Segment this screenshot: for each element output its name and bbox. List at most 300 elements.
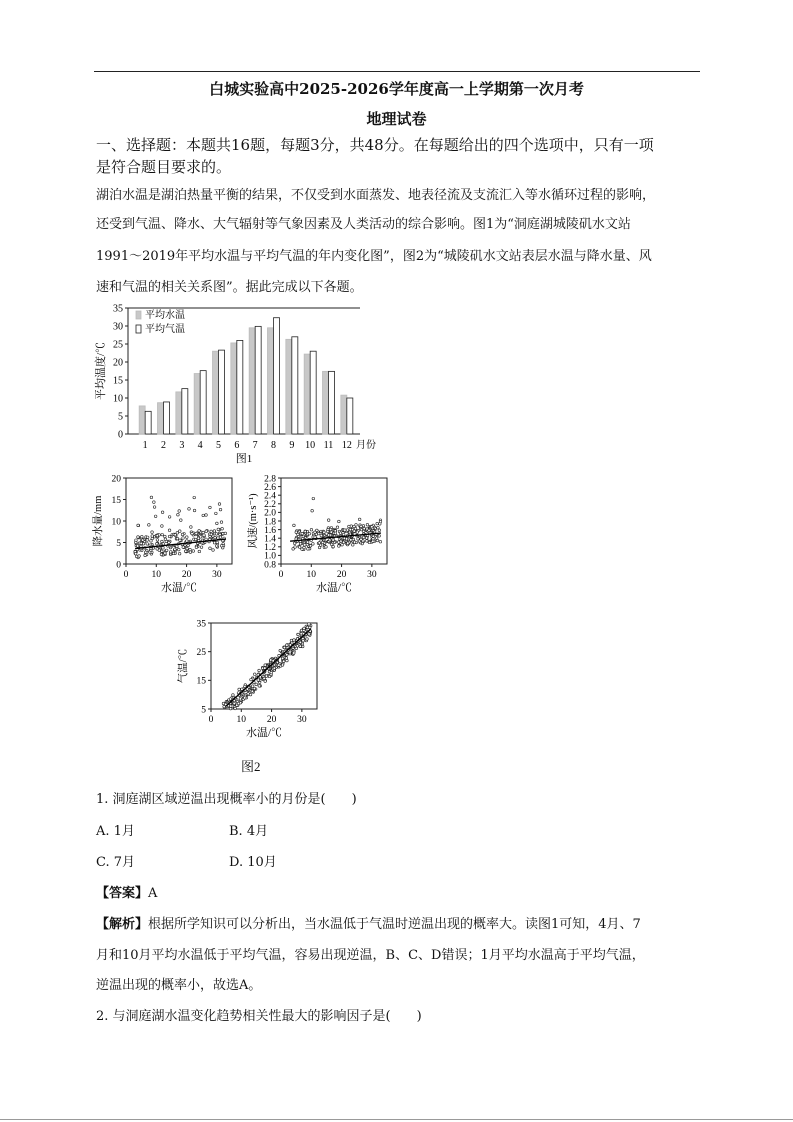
scatter-x-tick-label: 30 bbox=[297, 715, 307, 725]
scatter-point bbox=[353, 530, 356, 533]
question-1-analysis-line-3: 逆温出现的概率小，故选A。 bbox=[96, 978, 262, 993]
scatter-point bbox=[290, 639, 293, 642]
scatter-x-tick-label: 20 bbox=[266, 715, 277, 725]
scatter-point bbox=[379, 540, 382, 543]
scatter-point bbox=[321, 541, 324, 544]
scatter-y-tick-label: 0 bbox=[116, 560, 121, 571]
scatter-point bbox=[190, 526, 193, 529]
figure-1-x-tick-label: 3 bbox=[179, 440, 185, 451]
scatter-point bbox=[297, 633, 300, 636]
scatter-y-tick-label: 0.8 bbox=[264, 560, 276, 571]
scatter-point bbox=[213, 530, 216, 533]
scatter-point bbox=[368, 529, 371, 532]
figure-1-x-tick-label: 8 bbox=[271, 440, 276, 451]
scatter-point bbox=[162, 547, 165, 550]
scatter-point bbox=[372, 540, 375, 543]
scatter-point bbox=[232, 694, 235, 697]
scatter-point bbox=[156, 539, 159, 542]
scatter-x-axis-label: 水温/℃ bbox=[245, 727, 283, 739]
scatter-point bbox=[137, 524, 140, 527]
scatter-point bbox=[186, 536, 189, 539]
scatter-point bbox=[138, 555, 141, 558]
scatter-point bbox=[339, 532, 342, 535]
scatter-point bbox=[332, 539, 335, 542]
top-rule bbox=[94, 71, 700, 72]
scatter-point bbox=[203, 534, 206, 537]
scatter-point bbox=[161, 533, 164, 536]
scatter-point bbox=[299, 542, 302, 545]
scatter-point bbox=[215, 533, 218, 536]
section-instructions-line-1: 一、选择题：本题共16题，每题3分，共48分。在每题给出的四个选项中，只有一项 bbox=[96, 136, 654, 154]
scatter-point bbox=[151, 531, 154, 534]
scatter-point bbox=[161, 540, 164, 543]
question-2-stem: 2. 与洞庭湖水温变化趋势相关性最大的影响因子是( ) bbox=[96, 1009, 422, 1024]
scatter-point bbox=[334, 532, 337, 535]
section-instructions-line-2: 是符合题目要求的。 bbox=[96, 158, 232, 176]
scatter-point bbox=[168, 541, 171, 544]
figure-1-bar-air-temperature bbox=[274, 318, 280, 434]
scatter-y-tick-label: 20 bbox=[111, 474, 121, 485]
scatter-point bbox=[301, 532, 304, 535]
figure-1-bar-air-temperature bbox=[329, 371, 335, 434]
scatter-point bbox=[164, 538, 167, 541]
scatter-point bbox=[216, 541, 219, 544]
scatter-point bbox=[229, 698, 232, 701]
scatter-point bbox=[278, 664, 281, 667]
figure-1-bar-air-temperature bbox=[200, 371, 206, 434]
scatter-point bbox=[164, 535, 167, 538]
scatter-point bbox=[200, 546, 203, 549]
figure-1-x-tick-label: 7 bbox=[252, 440, 258, 451]
scatter-point bbox=[327, 519, 330, 522]
scatter-point bbox=[366, 540, 369, 543]
figure-1-legend-swatch bbox=[136, 311, 141, 319]
scatter-point bbox=[182, 537, 185, 540]
scatter-point bbox=[168, 535, 171, 538]
scatter-point bbox=[303, 544, 306, 547]
figure-2-air-temperature-scatter bbox=[175, 615, 325, 755]
question-1-analysis-line-1 bbox=[96, 913, 706, 932]
scatter-point bbox=[169, 551, 172, 554]
scatter-point bbox=[140, 542, 143, 545]
scatter-x-tick-label: 20 bbox=[181, 570, 192, 580]
scatter-point bbox=[286, 659, 289, 662]
scatter-point bbox=[189, 548, 192, 551]
scatter-x-tick-label: 30 bbox=[212, 570, 222, 580]
figure-1-bar-water-temperature bbox=[158, 403, 164, 434]
scatter-point bbox=[233, 702, 236, 705]
figure-1-x-tick-label: 11 bbox=[323, 440, 334, 451]
scatter-point bbox=[362, 536, 365, 539]
figure-1-y-tick-label: 10 bbox=[113, 393, 123, 405]
scatter-y-tick-label: 35 bbox=[196, 619, 206, 630]
scatter-y-tick-label: 1.0 bbox=[264, 551, 276, 562]
scatter-point bbox=[330, 531, 333, 534]
figure-1-bar-water-temperature bbox=[268, 328, 274, 434]
scatter-point bbox=[353, 541, 356, 544]
scatter-point bbox=[336, 526, 339, 529]
scatter-y-tick-label: 10 bbox=[111, 517, 121, 528]
figure-1-x-tick-label: 12 bbox=[341, 440, 352, 451]
scatter-point bbox=[338, 520, 341, 523]
scatter-point bbox=[329, 528, 332, 531]
scatter-point bbox=[265, 675, 268, 678]
scatter-y-tick-label: 5 bbox=[116, 538, 121, 549]
scatter-point bbox=[146, 536, 149, 539]
figure-1-caption: 图1 bbox=[235, 453, 253, 465]
figure-2-caption: 图2 bbox=[241, 759, 261, 774]
scatter-point bbox=[219, 533, 222, 536]
scatter-point bbox=[341, 544, 344, 547]
scatter-point bbox=[179, 539, 182, 542]
scatter-point bbox=[310, 528, 313, 531]
scatter-point bbox=[257, 679, 260, 682]
scatter-point bbox=[303, 627, 306, 630]
scatter-point bbox=[213, 541, 216, 544]
scatter-point bbox=[193, 509, 196, 512]
figure-1-bar-water-temperature bbox=[213, 351, 219, 434]
scatter-y-tick-label: 2.0 bbox=[264, 508, 276, 519]
scatter-point bbox=[293, 524, 296, 527]
figure-1-bar-water-temperature bbox=[286, 339, 292, 434]
exam-title: 白城实验高中2025-2026学年度高一上学期第一次月考 bbox=[209, 80, 584, 98]
scatter-point bbox=[348, 525, 351, 528]
scatter-point bbox=[255, 683, 258, 686]
scatter-point bbox=[217, 528, 220, 531]
scatter-point bbox=[150, 496, 153, 499]
scatter-point bbox=[168, 516, 171, 519]
scatter-point bbox=[146, 543, 149, 546]
scatter-point bbox=[273, 667, 276, 670]
scatter-point bbox=[165, 549, 168, 552]
exam-subtitle: 地理试卷 bbox=[366, 110, 427, 128]
scatter-point bbox=[221, 527, 224, 530]
passage-line-3: 1991～2019年平均水温与平均气温的年内变化图”，图2为“城陵矶水文站表层水温与降水量、风 bbox=[96, 249, 652, 264]
scatter-point bbox=[148, 524, 151, 527]
scatter-point bbox=[195, 532, 198, 535]
scatter-x-tick-label: 0 bbox=[208, 715, 214, 725]
scatter-point bbox=[353, 525, 356, 528]
scatter-point bbox=[214, 536, 217, 539]
scatter-point bbox=[188, 508, 191, 511]
scatter-point bbox=[351, 544, 354, 547]
figure-1-y-tick-label: 35 bbox=[113, 303, 123, 315]
scatter-point bbox=[160, 553, 163, 556]
scatter-point bbox=[295, 647, 298, 650]
scatter-point bbox=[316, 529, 319, 532]
scatter-y-tick-label: 2.4 bbox=[264, 491, 276, 502]
question-1-answer bbox=[96, 882, 706, 901]
figure-1-x-tick-label: 10 bbox=[305, 440, 316, 451]
figure-1-y-tick-label: 5 bbox=[118, 411, 123, 423]
scatter-point bbox=[146, 539, 149, 542]
scatter-point bbox=[308, 623, 311, 626]
scatter-point bbox=[217, 537, 220, 540]
scatter-point bbox=[251, 690, 254, 693]
scatter-point bbox=[184, 550, 187, 553]
figure-1-bar-air-temperature bbox=[255, 326, 261, 434]
figure-1-bar-water-temperature bbox=[304, 354, 310, 434]
scatter-x-tick-label: 10 bbox=[151, 570, 162, 580]
scatter-point bbox=[363, 527, 366, 530]
figure-1-y-tick-label: 0 bbox=[118, 429, 123, 441]
scatter-point bbox=[210, 533, 213, 536]
scatter-point bbox=[150, 540, 153, 543]
scatter-point bbox=[219, 536, 222, 539]
scatter-point bbox=[303, 546, 306, 549]
scatter-point bbox=[308, 633, 311, 636]
scatter-point bbox=[174, 548, 177, 551]
scatter-point bbox=[154, 515, 157, 518]
scatter-point bbox=[312, 497, 315, 500]
answer-label: 【答案】 bbox=[96, 886, 149, 901]
scatter-x-tick-label: 0 bbox=[123, 570, 129, 580]
scatter-y-tick-label: 1.8 bbox=[264, 517, 276, 528]
figure-1-bar-air-temperature bbox=[182, 389, 188, 434]
scatter-point bbox=[177, 513, 180, 516]
figure-1-y-tick-label: 25 bbox=[113, 339, 123, 351]
scatter-point bbox=[318, 546, 321, 549]
figure-1-bars bbox=[139, 318, 353, 434]
scatter-point bbox=[202, 514, 205, 517]
scatter-point bbox=[205, 538, 208, 541]
scatter-point bbox=[210, 530, 213, 533]
scatter-point bbox=[187, 544, 190, 547]
scatter-point bbox=[191, 532, 194, 535]
scatter-y-axis-label: 降水量/mm bbox=[93, 495, 104, 547]
figure-1-bar-air-temperature bbox=[164, 402, 170, 434]
scatter-point bbox=[212, 549, 215, 552]
scatter-point bbox=[306, 638, 309, 641]
passage-line-1: 湖泊水温是湖泊热量平衡的结果，不仅受到水面蒸发、地表径流及支流汇入等水循环过程的影响， bbox=[96, 188, 656, 203]
scatter-point bbox=[286, 653, 289, 656]
figure-1-bar-water-temperature bbox=[194, 374, 200, 434]
scatter-trend-line bbox=[226, 629, 311, 706]
scatter-point bbox=[218, 503, 221, 506]
scatter-point bbox=[135, 555, 138, 558]
figure-1-bar-water-temperature bbox=[231, 343, 237, 434]
scatter-y-tick-label: 2.2 bbox=[264, 500, 276, 511]
scatter-point bbox=[161, 525, 164, 528]
scatter-point bbox=[330, 543, 333, 546]
scatter-point bbox=[376, 522, 379, 525]
scatter-point bbox=[283, 646, 286, 649]
scatter-point bbox=[153, 506, 156, 509]
scatter-point bbox=[224, 532, 227, 535]
scatter-point bbox=[251, 685, 254, 688]
figure-1-bar-air-temperature bbox=[310, 351, 316, 434]
scatter-point bbox=[161, 550, 164, 553]
scatter-point bbox=[294, 546, 297, 549]
figure-1-bar-water-temperature bbox=[341, 395, 347, 434]
scatter-point bbox=[156, 548, 159, 551]
figure-1-bar-air-temperature bbox=[292, 337, 298, 434]
scatter-point bbox=[209, 506, 212, 509]
figure-1-x-tick-label: 6 bbox=[234, 440, 240, 451]
scatter-y-tick-label: 5 bbox=[201, 705, 206, 716]
scatter-point bbox=[237, 702, 240, 705]
question-1-option-b[interactable]: B. 4月 bbox=[229, 824, 269, 839]
scatter-point bbox=[345, 538, 348, 541]
scatter-point bbox=[192, 550, 195, 553]
scatter-y-axis-label: 气温/℃ bbox=[178, 648, 189, 684]
scatter-point bbox=[306, 541, 309, 544]
scatter-point bbox=[299, 641, 302, 644]
scatter-point bbox=[299, 645, 302, 648]
scatter-point bbox=[377, 526, 380, 529]
scatter-point bbox=[337, 541, 340, 544]
scatter-point bbox=[308, 532, 311, 535]
passage-line-4: 速和气温的相关关系图”。据此完成以下各题。 bbox=[96, 280, 363, 295]
scatter-y-tick-label: 2.6 bbox=[264, 482, 276, 493]
scatter-point bbox=[307, 548, 310, 551]
scatter-point bbox=[156, 542, 159, 545]
scatter-point bbox=[356, 531, 359, 534]
scatter-x-tick-label: 20 bbox=[336, 570, 347, 580]
scatter-point bbox=[281, 657, 284, 660]
scatter-point bbox=[176, 545, 179, 548]
scatter-point bbox=[174, 533, 177, 536]
scatter-point bbox=[141, 539, 144, 542]
scatter-point bbox=[176, 537, 179, 540]
scatter-point bbox=[202, 531, 205, 534]
scatter-point bbox=[134, 552, 137, 555]
scatter-point bbox=[346, 529, 349, 532]
figure-1-y-tick-label: 15 bbox=[113, 375, 123, 387]
scatter-y-tick-label: 25 bbox=[196, 647, 206, 658]
scatter-point bbox=[298, 546, 301, 549]
scatter-point bbox=[306, 543, 309, 546]
scatter-x-axis-label: 水温/℃ bbox=[160, 582, 198, 594]
figure-1-bar-chart bbox=[90, 300, 390, 465]
figure-1-x-tick-label: 5 bbox=[216, 440, 221, 451]
question-1-option-d[interactable]: D. 10月 bbox=[229, 855, 277, 870]
scatter-x-axis-label: 水温/℃ bbox=[315, 582, 353, 594]
figure-1-y-tick-label: 20 bbox=[113, 357, 123, 369]
scatter-point bbox=[309, 544, 312, 547]
figure-1-y-axis-label: 平均温度/℃ bbox=[95, 341, 107, 401]
figure-1-bar-water-temperature bbox=[249, 328, 255, 434]
scatter-y-tick-label: 1.2 bbox=[264, 543, 276, 554]
scatter-point bbox=[164, 552, 167, 555]
scatter-point bbox=[285, 657, 288, 660]
figure-1-bar-air-temperature bbox=[219, 350, 225, 434]
figure-1-x-axis-unit: 月份 bbox=[356, 440, 376, 451]
scatter-point bbox=[216, 522, 219, 525]
scatter-point bbox=[253, 687, 256, 690]
question-1-option-c[interactable]: C. 7月 bbox=[96, 855, 136, 870]
figure-1-bar-air-temperature bbox=[237, 340, 243, 434]
scatter-point bbox=[178, 552, 181, 555]
scatter-y-tick-label: 1.4 bbox=[264, 534, 276, 545]
scatter-point bbox=[161, 511, 164, 514]
scatter-point bbox=[215, 545, 218, 548]
scatter-point bbox=[323, 531, 326, 534]
passage-line-2: 还受到气温、降水、大气辐射等气象因素及人类活动的综合影响。图1为“洞庭湖城陵矶水文站 bbox=[96, 217, 631, 232]
scatter-point bbox=[302, 640, 305, 643]
scatter-point bbox=[293, 639, 296, 642]
scatter-point bbox=[358, 518, 361, 521]
scatter-y-tick-label: 15 bbox=[111, 495, 121, 506]
scatter-x-tick-label: 10 bbox=[306, 570, 317, 580]
scatter-point bbox=[178, 510, 181, 513]
figure-1-legend-label: 平均水温 bbox=[145, 310, 185, 321]
scatter-point bbox=[253, 673, 256, 676]
scatter-point bbox=[186, 540, 189, 543]
scatter-point bbox=[264, 667, 267, 670]
scatter-point bbox=[229, 705, 232, 708]
scatter-frame bbox=[281, 478, 387, 564]
scatter-point bbox=[189, 551, 192, 554]
scatter-point bbox=[282, 660, 285, 663]
scatter-point bbox=[314, 536, 317, 539]
figure-2-wind-speed-scatter bbox=[245, 470, 395, 610]
scatter-point bbox=[180, 519, 183, 522]
scatter-point bbox=[286, 644, 289, 647]
scatter-point bbox=[325, 546, 328, 549]
analysis-label: 【解析】 bbox=[96, 917, 149, 932]
scatter-point bbox=[342, 533, 345, 536]
scatter-point bbox=[234, 707, 237, 710]
scatter-y-tick-label: 15 bbox=[196, 676, 206, 687]
scatter-point bbox=[366, 523, 369, 526]
scatter-point bbox=[193, 496, 196, 499]
scatter-point bbox=[194, 538, 197, 541]
scatter-point bbox=[243, 697, 246, 700]
scatter-point bbox=[209, 547, 212, 550]
scatter-point bbox=[198, 530, 201, 533]
scatter-point bbox=[195, 546, 198, 549]
scatter-point bbox=[360, 525, 363, 528]
scatter-point bbox=[178, 548, 181, 551]
scatter-point bbox=[320, 534, 323, 537]
scatter-point bbox=[215, 512, 218, 515]
scatter-point bbox=[199, 536, 202, 539]
scatter-point bbox=[350, 539, 353, 542]
scatter-point bbox=[264, 680, 267, 683]
scatter-point bbox=[178, 530, 181, 533]
scatter-point bbox=[371, 525, 374, 528]
answer-value: A bbox=[148, 886, 158, 901]
scatter-point bbox=[220, 521, 223, 524]
scatter-point bbox=[304, 530, 307, 533]
scatter-point bbox=[219, 508, 222, 511]
figure-1-x-tick-label: 9 bbox=[289, 440, 295, 451]
scatter-x-tick-label: 30 bbox=[367, 570, 377, 580]
scatter-point bbox=[342, 541, 345, 544]
question-1-analysis-line-2: 月和10月平均水温低于平均气温，容易出现逆温，B、C、D错误；1月平均水温高于平均气温， bbox=[96, 948, 645, 963]
scatter-point bbox=[220, 544, 223, 547]
question-1-option-a[interactable]: A. 1月 bbox=[96, 824, 135, 839]
scatter-point bbox=[378, 529, 381, 532]
scatter-point bbox=[229, 707, 232, 710]
scatter-point bbox=[156, 534, 159, 537]
scatter-point bbox=[360, 538, 363, 541]
scatter-point bbox=[151, 535, 154, 538]
scatter-point bbox=[198, 550, 201, 553]
scatter-point bbox=[258, 669, 261, 672]
analysis-text-1: 根据所学知识可以分析出，当水温低于气温时逆温出现的概率大。读图1可知，4月、7 bbox=[148, 917, 641, 932]
scatter-point bbox=[337, 545, 340, 548]
scatter-point bbox=[172, 552, 175, 555]
scatter-point bbox=[365, 537, 368, 540]
scatter-point bbox=[239, 698, 242, 701]
scatter-point bbox=[168, 529, 171, 532]
scatter-point bbox=[296, 645, 299, 648]
figure-2-precipitation-scatter bbox=[90, 470, 240, 610]
scatter-point bbox=[264, 664, 267, 667]
scatter-point bbox=[136, 545, 139, 548]
